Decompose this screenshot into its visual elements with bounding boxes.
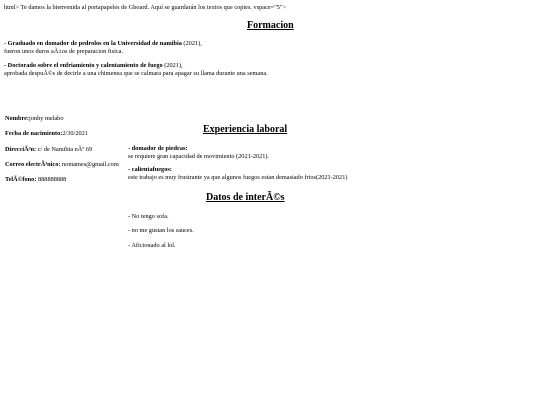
education-years: (2021), (181, 40, 202, 47)
education-detail: aprobada despuÃ©s de decirle a una chimenea que se calmara para apagar su llama durante una semana. (4, 69, 268, 77)
experience-detail: este trabajo es muy frustrante ya que algunos fuegos estan demasiado frios(2021-2021) (128, 173, 348, 181)
address-label: DirecciÃ³n: (5, 146, 37, 153)
education-item (4, 40, 202, 56)
experience-detail: se requiere gran capacidad de movimiento (2021-2021). (128, 152, 270, 160)
experience-heading: - calientafuegos: (128, 166, 172, 173)
interest-item: - Aficionado al lol. (128, 242, 176, 249)
education-detail: fueron unos duros aÃ±os de preparacion fisica. (4, 47, 124, 55)
phone-value: 888888888 (36, 176, 67, 183)
personal-name (5, 115, 63, 123)
education-years: (2021), (162, 62, 183, 69)
experience-item (128, 145, 269, 161)
interest-item: - no me gustan los sauces. (128, 227, 194, 234)
education-heading: - Graduado en domador de pedrolos en la Universidad de namibia (4, 40, 182, 47)
phone-label: TelÃ©fono: (5, 176, 37, 183)
birthdate-value: 2/30/2021 (62, 130, 88, 137)
personal-birthdate (5, 130, 88, 138)
email-value: nomames@gmail.com (60, 161, 119, 168)
personal-phone (5, 176, 66, 184)
interest-item: - No tengo sofa. (128, 213, 169, 220)
email-label: Correo electrÃ³nico: (5, 161, 61, 168)
section-title-experiencia: Experiencia laboral (203, 124, 288, 135)
education-item (4, 62, 268, 78)
experience-item (128, 166, 347, 182)
experience-heading: - domador de piedras: (128, 145, 188, 152)
personal-email (5, 161, 119, 169)
personal-address (5, 146, 92, 154)
section-title-intereses: Datos de interÃ©s (206, 192, 285, 203)
name-value: jonhy melabo (29, 115, 64, 122)
education-heading: - Doctorado sobre el enfriamiento y calentamiento de fuego (4, 62, 163, 69)
birthdate-label: Fecha de nacimiento: (5, 130, 63, 137)
clipboard-header-text: html> Te damos la bienvenida al portapapeles de Gboard. Aquí se guardarán los textos que copies. vspace="5"> (4, 4, 287, 11)
section-title-formacion: Formacion (247, 20, 294, 31)
name-label: Nombre: (5, 115, 30, 122)
address-value: c/ de Namibia nÂº 69 (36, 146, 93, 153)
